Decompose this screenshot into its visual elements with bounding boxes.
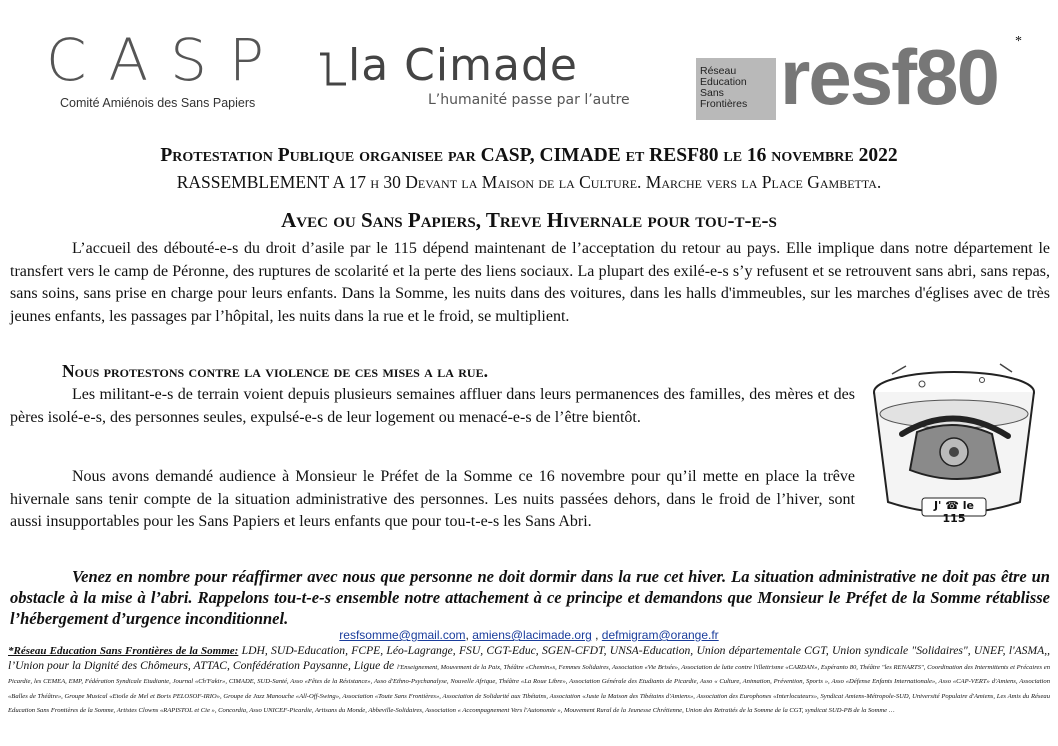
casp-logo (40, 20, 300, 120)
cartoon-illustration (862, 362, 1046, 528)
cimade-logo-tagline: L’humanité passe par l’autre (428, 92, 630, 108)
main-title: Avec ou Sans Papiers, Treve Hivernale pour tou-t-e-s (281, 208, 777, 232)
email-resf-link[interactable]: resfsomme@gmail.com (339, 628, 466, 642)
signatories-list (8, 644, 1050, 717)
casp-logo-subtitle: Comité Amiénois des Sans Papiers (60, 96, 256, 110)
paragraph-militants: Les militant-e-s de terrain voient depuis plusieurs semaines affluer dans leurs permanences des familles, des mères et des pères isolé-e-s, des personnes seules, expulsé-e-s de leur logement ou menacé-e-s de l’être bientôt. (10, 386, 855, 426)
event-details: RASSEMBLEMENT A 17 h 30 Devant la Maison de la Culture. Marche vers la Place Gambetta. (176, 172, 882, 192)
cimade-mark-icon (318, 50, 348, 90)
resf-logo-small-text (700, 66, 747, 110)
section-subheading: Nous protestons contre la violence de ces mises a la rue. (62, 361, 488, 381)
call-to-action: Venez en nombre pour réaffirmer avec nous que personne ne doit dormir dans la rue cet hiver. La situation administrative ne doit pas être un obstacle à la mise à l’abri. Rappelons tou-t-e-s ensemble notre attachement à ce principe et demandons que Monsieur le Préfet de la Somme rétablisse l’hébergement d’urgence inconditionnel. (10, 567, 1050, 628)
signatories-lead: *Réseau Education Sans Frontières de la Somme: (8, 645, 239, 657)
contact-emails (0, 628, 1058, 642)
email-separator: , (591, 628, 602, 642)
resf-line: Réseau (700, 65, 737, 77)
email-defmigram-link[interactable]: defmigram@orange.fr (601, 628, 719, 642)
resf-line: Sans (700, 87, 724, 99)
paragraph-intro: L’accueil des débouté-e-s du droit d’asile par le 115 dépend maintenant de l’acceptation du retour au pays. Elle implique dans notre département le transfert vers le camp de Péronne, des ruptures de scolarité et la perte des liens sociaux. La plupart des exilé-e-s s’y refusent et se retrouvent sans abri, sans repas, sans soins, sans prise en charge pour leurs enfants. Dans la Somme, les nuits dans des voitures, dans les halls d'immeubles, sur les marches d'églises avec de très jeunes enfants, les passages par l’hôpital, les nuits dans la rue et le froid, se multiplient. (10, 240, 1050, 325)
asterisk-note: * (1015, 34, 1022, 49)
resf-logo-big-text: resf80 (780, 33, 998, 121)
signatories-small: l'Enseignement, Mouvement de la Paix, Théâtre «Chemin»s, Femmes Solidaires, Association «Vie Brisée», Association de lutte contre l'illettrisme «CARDAN», Espéranto 80, Théâtre "les RENARTS", Coordination des Intermittents et Précaires en Picardie, les CEMEA, EMP, Fédération Syndicale Etudiante, Journal «Ch'Fakir», CIMADE, SUD-Santé, Asso «Fêtes de la Résistance», Asso d'Ethno-Psychanalyse, Nouvelle Afrique, Théâtre «La Roue Libre», Association Générale des Etudiants de Picardie, Asso « Culture, Animation, Prévention, Sports », Asso «Défense Enfants Internationale», Asso «CAP-VERT» d'Amiens, Association «Balles de Théâtre», Groupe Musical «Etoile de Mel et Boris PELOSOF-IRIO», Groupe de Jazz Manouche «All-Off-Swing», Association «Toute Sans Frontières», Association de Solidarité aux Tibétains, Association «Juste la Maison des Tibétains d'Amiens», Association des Europhones «Interlocuteurs», Syndicat Amiens-Métropole-SUD, Université Populaire d'Amiens, Les Amis du Réseau Education Sans Frontières de la Somme, Artistes Clowns «RAPISTOL et Cie », Concordia, Asso UNICEF-Picardie, Artisans du Monde, Abbeville-Solidaires, Association « Accompagnement Vers l'Autonomie », Mouvement Rural de la Jeunesse Chrétienne, Union des Retraités de la Somme de la CGT, syndicat SUD-PB de la Somme … (8, 663, 1051, 714)
resf-line: Education (700, 76, 747, 88)
signatories-main: LDH, SUD-Education, FCPE, Léo-Lagrange, FSU, CGT-Educ, SGEN-CFDT, UNSA-Education, Union départementale CGT, Union syndicale "Solidaires", UNEF, l'ASMA,, l’Union pour la Dignité des Chômeurs, ATTAC, Confédération Paysanne, Ligue de (8, 644, 1050, 672)
cimade-logo (318, 40, 648, 120)
casp-logo-word: CASP (46, 26, 286, 94)
email-cimade-link[interactable]: amiens@lacimade.org (472, 628, 592, 642)
resf-logo (696, 32, 996, 122)
email-separator: , (465, 628, 473, 642)
resf-line: Frontières (700, 98, 748, 110)
illustration-caption: J' ☎ le 115 (933, 499, 975, 525)
event-title: Protestation Publique organisee par CASP, CIMADE et RESF80 le 16 novembre 2022 (160, 145, 898, 166)
paragraph-audience: Nous avons demandé audience à Monsieur le Préfet de la Somme ce 16 novembre pour qu’il mette en place la trêve hivernale sans tenir compte de la situation administrative des personnes. Les nuits passées dehors, dans le froid de l’hiver, sont aussi insupportables pour les Sans Papiers et leurs enfants que pour tou-t-e-s les Sans Abri. (10, 468, 855, 530)
cimade-logo-word: la Cimade (348, 40, 578, 91)
